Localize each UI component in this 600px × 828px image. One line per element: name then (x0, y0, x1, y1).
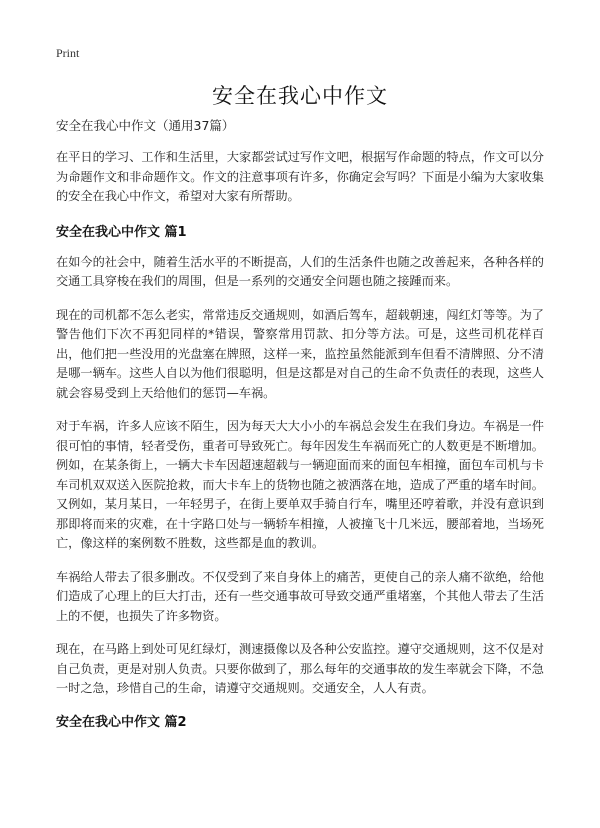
page-title: 安全在我心中作文 (212, 84, 388, 108)
section-1-paragraph: 对于车祸，许多人应该不陌生，因为每天大大小小的车祸总会发生在我们身边。车祸是一件很可怕的事情，轻者受伤，重者可导致死亡。每年因发生车祸而死亡的人数更是不断增加。例如，在某条街上，一辆大卡车因超速超载与一辆迎面而来的面包车相撞，面包车司机与卡车司机双双送入医院抢救，而大卡车上的货物也随之被洒落在地，造成了严重的堵车时间。又例如，某月某日，一年轻男子，在街上要单双手骑自行车，嘴里还哼着歌，并没有意识到那即将而来的灾难，在十字路口处与一辆轿车相撞，人被撞飞十几米远，腰部着地，当场死亡，像这样的案例数不胜数，这些都是血的教训。 (56, 419, 544, 550)
print-link[interactable]: Print (56, 46, 80, 60)
section-1-paragraph: 车祸给人带去了很多删改。不仅受到了来自身体上的痛苦，更使自己的亲人痛不欲绝，给他们造成了心理上的巨大打击，还有一些交通事故可导致交通严重堵塞，个其他人带去了生活上的不便，也损失了许多物资。 (56, 569, 544, 623)
article-subtitle: 安全在我心中作文（通用37篇） (56, 118, 235, 133)
section-heading-1: 安全在我心中作文 篇1 (56, 224, 187, 240)
article-body (56, 116, 544, 743)
intro-paragraph: 在平日的学习、工作和生活里，大家都尝试过写作文吧，根据写作命题的特点，作文可以分为命题作文和非命题作文。作文的注意事项有许多，你确定会写吗？下面是小编为大家收集的安全在我心中作文，希望对大家有所帮助。 (56, 150, 544, 203)
section-1-paragraph: 现在，在马路上到处可见红绿灯，测速摄像以及各种公安监控。遵守交通规则，这不仅是对自己负责，更是对别人负责。只要你做到了，那么每年的交通事故的发生率就会下降，不急一时之急，珍惜自己的生命，请遵守交通规则。交通安全，人人有责。 (56, 642, 544, 695)
section-1-paragraph: 在如今的社会中，随着生活水平的不断提高，人们的生活条件也随之改善起来，各种各样的交通工具穿梭在我们的周围，但是一系列的交通安全问题也随之接踵而来。 (56, 254, 544, 288)
section-heading-2: 安全在我心中作文 篇2 (56, 714, 187, 730)
section-1-paragraph: 现在的司机都不怎么老实，常常违反交通规则，如酒后驾车，超载朝速，闯红灯等等。为了警告他们下次不再犯同样的*错误，警察常用罚款、扣分等方法。可是，这些司机花样百出，他们把一些没用的光盘塞在牌照，这样一来，监控虽然能派到车但看不清牌照、分不清是哪一辆车。这些人自以为他们很聪明，但是这都是对自己的生命不负责任的表现，这些人就会容易受到上天给他们的惩罚—车祸。 (56, 307, 544, 400)
